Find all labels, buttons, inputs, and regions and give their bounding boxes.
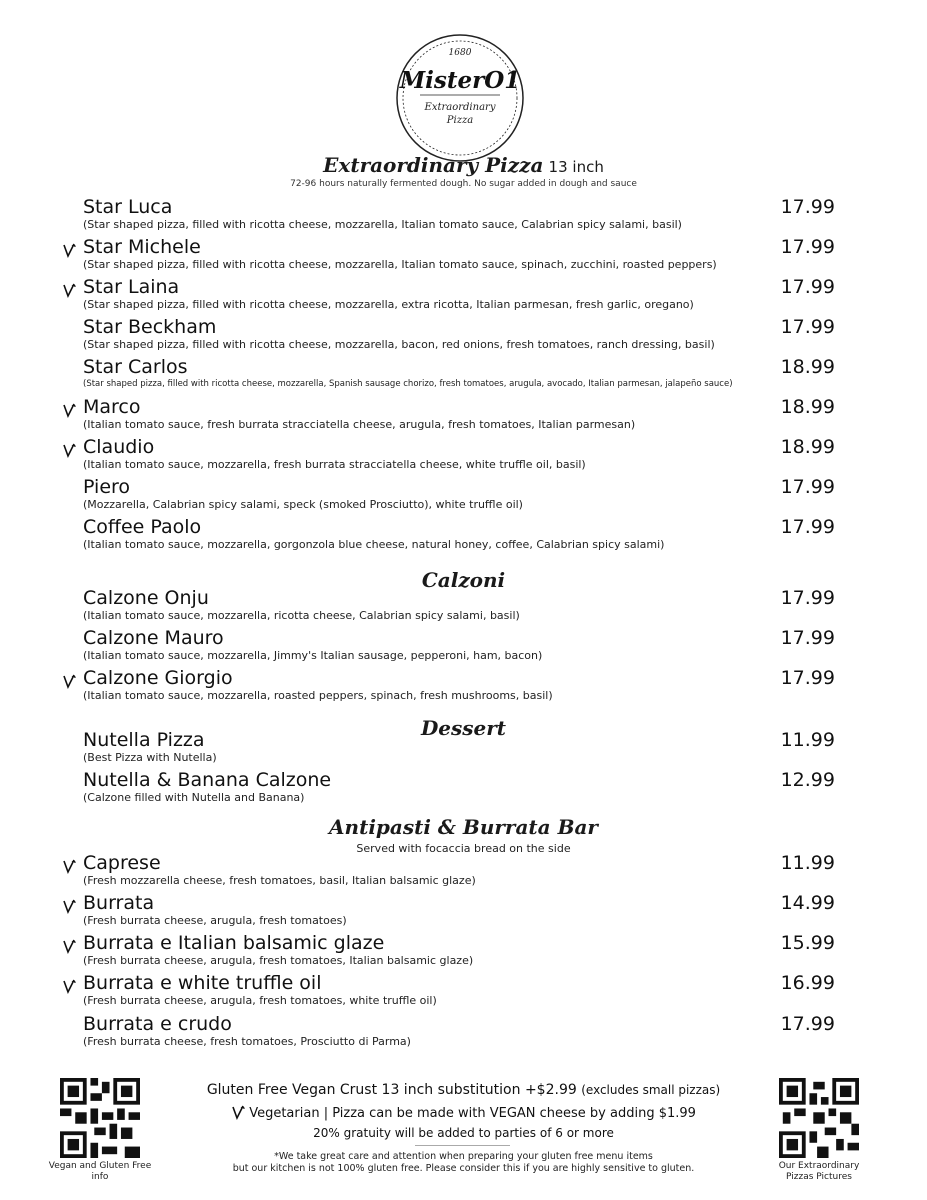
item-price: 14.99 — [780, 892, 835, 914]
dessert-title: Dessert — [420, 716, 507, 740]
vegetarian-leaf-icon — [62, 858, 76, 874]
item-desc: (Star shaped pizza, filled with ricotta cheese, mozzarella, Italian tomato sauce, spinach, zucchini, roasted peppers) — [83, 258, 717, 271]
restaurant-logo — [395, 33, 525, 163]
item-name: Claudio — [83, 436, 155, 458]
menu-item — [0, 932, 927, 972]
gluten-free-line — [150, 1082, 777, 1098]
item-name: Star Beckham — [83, 316, 217, 338]
item-name: Nutella & Banana Calzone — [83, 769, 332, 791]
item-price: 18.99 — [780, 356, 835, 378]
item-name: Calzone Giorgio — [83, 667, 233, 689]
menu-item — [0, 276, 927, 316]
logo-tagline-1: Extraordinary — [424, 102, 496, 113]
item-price: 17.99 — [780, 627, 835, 649]
item-price: 17.99 — [780, 1013, 835, 1035]
item-name: Burrata e white truffle oil — [83, 972, 322, 994]
logo-year: 1680 — [448, 48, 472, 58]
item-desc: (Italian tomato sauce, mozzarella, roasted peppers, spinach, fresh mushrooms, basil) — [83, 689, 553, 702]
section-title-pizza — [0, 153, 927, 177]
item-price: 12.99 — [780, 769, 835, 791]
gratuity-line: 20% gratuity will be added to parties of 6 or more — [313, 1126, 614, 1140]
vegetarian-leaf-icon — [62, 282, 76, 298]
pizza-note: 72-96 hours naturally fermented dough. No sugar added in dough and sauce — [290, 179, 637, 189]
item-desc: (Star shaped pizza, filled with ricotta cheese, mozzarella, Spanish sausage chorizo, fresh tomatoes, arugula, avocado, Italian parmesan, jalapeño sauce) — [83, 379, 733, 389]
gluten-care-note-2: but our kitchen is not 100% gluten free. Please consider this if you are highly sensitive to gluten. — [232, 1163, 695, 1174]
item-desc: (Italian tomato sauce, mozzarella, ricotta cheese, Calabrian spicy salami, basil) — [83, 609, 520, 622]
item-price: 18.99 — [780, 436, 835, 458]
vegetarian-leaf-icon — [62, 673, 76, 689]
item-desc: (Fresh burrata cheese, arugula, fresh tomatoes, Italian balsamic glaze) — [83, 954, 474, 967]
gluten-care-note-1: *We take great care and attention when preparing your gluten free menu items — [274, 1151, 653, 1162]
item-name: Calzone Mauro — [83, 627, 224, 649]
menu-item — [0, 667, 927, 707]
item-price: 15.99 — [780, 932, 835, 954]
vegetarian-leaf-icon — [231, 1104, 245, 1120]
footer-divider — [415, 1145, 510, 1146]
menu-item — [0, 1013, 927, 1053]
item-price: 17.99 — [780, 516, 835, 538]
item-desc: (Fresh mozzarella cheese, fresh tomatoes, basil, Italian balsamic glaze) — [83, 874, 476, 887]
item-name: Coffee Paolo — [83, 516, 202, 538]
menu-item — [0, 196, 927, 236]
qr-right-caption: Our Extraordinary Pizzas Pictures — [778, 1161, 860, 1182]
item-price: 17.99 — [780, 587, 835, 609]
item-name: Piero — [83, 476, 131, 498]
item-desc: (Fresh burrata cheese, arugula, fresh tomatoes) — [83, 914, 347, 927]
item-price: 18.99 — [780, 396, 835, 418]
item-price: 11.99 — [780, 729, 835, 751]
item-name: Marco — [83, 396, 141, 418]
menu-item — [0, 516, 927, 556]
item-name: Star Carlos — [83, 356, 188, 378]
menu-item — [0, 627, 927, 667]
menu-item — [0, 436, 927, 476]
menu-item — [0, 892, 927, 932]
vegetarian-leaf-icon — [62, 242, 76, 258]
item-price: 11.99 — [780, 852, 835, 874]
menu-item — [0, 852, 927, 892]
item-price: 17.99 — [780, 236, 835, 258]
item-desc: (Fresh burrata cheese, arugula, fresh tomatoes, white truffle oil) — [83, 994, 437, 1007]
item-name: Star Luca — [83, 196, 173, 218]
calzoni-title: Calzoni — [421, 568, 506, 592]
item-name: Calzone Onju — [83, 587, 209, 609]
vegetarian-text: Vegetarian | Pizza can be made with VEGAN cheese by adding $1.99 — [249, 1106, 696, 1121]
item-name: Caprese — [83, 852, 161, 874]
item-desc: (Italian tomato sauce, mozzarella, fresh burrata stracciatella cheese, white truffle oil, basil) — [83, 458, 586, 471]
menu-item — [0, 316, 927, 356]
vegetarian-leaf-icon — [62, 978, 76, 994]
item-desc: (Italian tomato sauce, mozzarella, Jimmy's Italian sausage, pepperoni, ham, bacon) — [83, 649, 543, 662]
menu-item — [0, 729, 927, 769]
vegetarian-leaf-icon — [62, 898, 76, 914]
item-desc: (Italian tomato sauce, fresh burrata stracciatella cheese, arugula, fresh tomatoes, Italian parmesan) — [83, 418, 636, 431]
item-price: 17.99 — [780, 196, 835, 218]
pizza-pictures-qr-code[interactable] — [779, 1078, 859, 1158]
item-desc: (Star shaped pizza, filled with ricotta cheese, mozzarella, extra ricotta, Italian parmesan, fresh garlic, oregano) — [83, 298, 694, 311]
item-desc: (Star shaped pizza, filled with ricotta cheese, mozzarella, bacon, red onions, fresh tomatoes, ranch dressing, basil) — [83, 338, 715, 351]
item-desc: (Best Pizza with Nutella) — [83, 751, 217, 764]
item-name: Burrata e Italian balsamic glaze — [83, 932, 385, 954]
item-desc: (Fresh burrata cheese, fresh tomatoes, Prosciutto di Parma) — [83, 1035, 411, 1048]
gluten-free-text: Gluten Free Vegan Crust 13 inch substitution +$2.99 — [206, 1082, 577, 1098]
gluten-free-note: (excludes small pizzas) — [581, 1083, 721, 1097]
item-price: 17.99 — [780, 667, 835, 689]
item-price: 17.99 — [780, 276, 835, 298]
vegetarian-leaf-icon — [62, 938, 76, 954]
logo-name: MisterO1 — [399, 67, 521, 94]
item-price: 17.99 — [780, 476, 835, 498]
pizza-size: 13 inch — [548, 158, 604, 176]
item-name: Nutella Pizza — [83, 729, 205, 751]
vegetarian-leaf-icon — [62, 402, 76, 418]
menu-item — [0, 236, 927, 276]
vegetarian-line — [150, 1104, 777, 1121]
item-desc: (Calzone filled with Nutella and Banana) — [83, 791, 305, 804]
antipasti-note: Served with focaccia bread on the side — [356, 842, 571, 855]
section-title-antipasti — [0, 815, 927, 839]
menu-item — [0, 476, 927, 516]
item-desc: (Star shaped pizza, filled with ricotta cheese, mozzarella, Italian tomato sauce, Calabrian spicy salami, basil) — [83, 218, 682, 231]
menu-item — [0, 396, 927, 436]
logo-tagline-2: Pizza — [446, 115, 474, 126]
item-price: 16.99 — [780, 972, 835, 994]
item-desc: (Italian tomato sauce, mozzarella, gorgonzola blue cheese, natural honey, coffee, Calabrian spicy salami) — [83, 538, 665, 551]
pizza-title: Extraordinary Pizza — [323, 153, 544, 177]
menu-item — [0, 587, 927, 627]
item-name: Burrata e crudo — [83, 1013, 232, 1035]
qr-left-caption: Vegan and Gluten Free info — [48, 1161, 152, 1182]
menu-item — [0, 769, 927, 809]
item-name: Burrata — [83, 892, 155, 914]
menu-item — [0, 972, 927, 1012]
vegan-gluten-free-qr-code[interactable] — [60, 1078, 140, 1158]
item-price: 17.99 — [780, 316, 835, 338]
antipasti-title: Antipasti & Burrata Bar — [329, 815, 598, 839]
item-name: Star Laina — [83, 276, 180, 298]
item-desc: (Mozzarella, Calabrian spicy salami, speck (smoked Prosciutto), white truffle oil) — [83, 498, 523, 511]
vegetarian-leaf-icon — [62, 442, 76, 458]
item-name: Star Michele — [83, 236, 201, 258]
menu-item — [0, 356, 927, 396]
